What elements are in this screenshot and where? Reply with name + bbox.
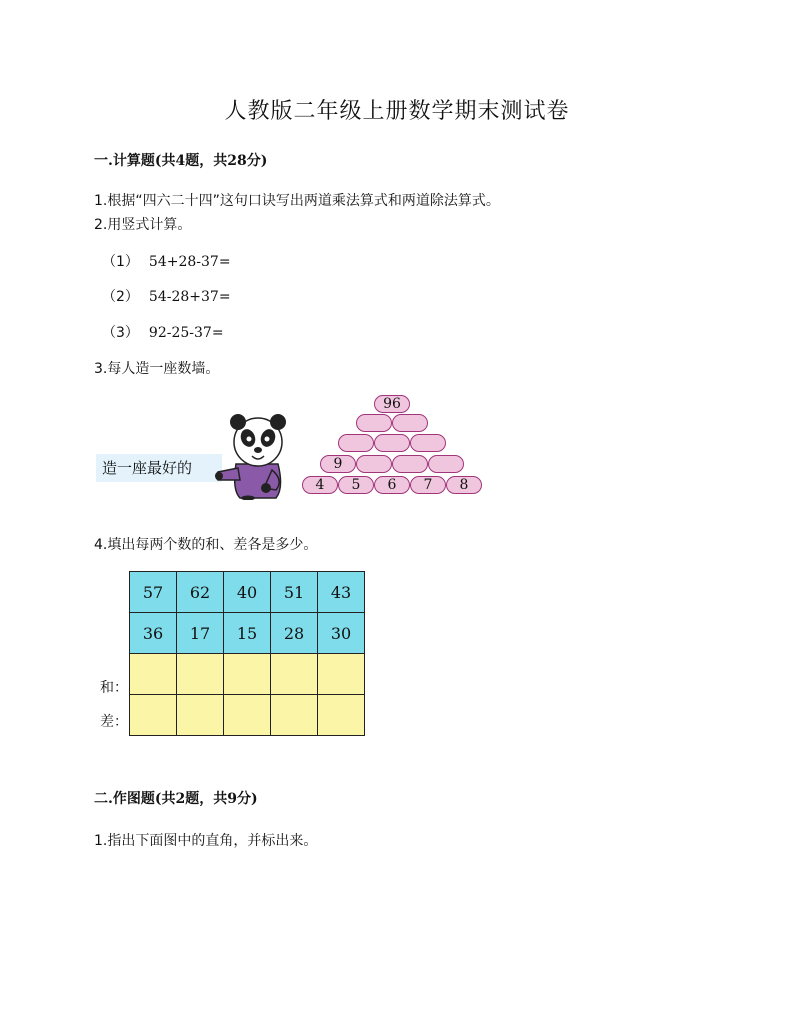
- table-cell: 36: [130, 613, 177, 654]
- wall-brick[interactable]: [428, 455, 464, 473]
- sum-answer-cell[interactable]: [224, 654, 271, 695]
- wall-brick[interactable]: [374, 434, 410, 452]
- question-3: 3.每人造一座数墙。: [94, 361, 220, 377]
- section2-question-1: 1.指出下面图中的直角，并标出来。: [94, 833, 318, 849]
- calc-item-label: （3）: [102, 325, 139, 341]
- panda-illustration: [214, 410, 300, 500]
- wall-brick[interactable]: [410, 434, 446, 452]
- wall-brick-base: 6: [374, 476, 410, 494]
- question-2: 2.用竖式计算。: [94, 217, 192, 233]
- difference-answer-cell[interactable]: [177, 695, 224, 736]
- wall-brick-base: 7: [410, 476, 446, 494]
- calc-item-label: （1）: [102, 254, 139, 270]
- wall-brick[interactable]: [338, 434, 374, 452]
- table-row: [130, 572, 365, 613]
- table-cell: 57: [130, 572, 177, 613]
- table-row-difference: [130, 695, 365, 736]
- wall-brick[interactable]: [356, 414, 392, 432]
- calc-item-2: [102, 286, 231, 306]
- wall-brick-base: 8: [446, 476, 482, 494]
- table-cell: 15: [224, 613, 271, 654]
- calc-item-expression: 54+28-37=: [148, 254, 231, 270]
- calc-item-3: [102, 322, 224, 342]
- wall-brick-base: 5: [338, 476, 374, 494]
- calc-item-expression: 54-28+37=: [148, 289, 231, 305]
- wall-brick[interactable]: 9: [320, 455, 356, 473]
- difference-answer-cell[interactable]: [271, 695, 318, 736]
- sum-answer-cell[interactable]: [177, 654, 224, 695]
- table-row: [130, 613, 365, 654]
- calc-item-label: （2）: [102, 289, 139, 305]
- table-cell: 30: [318, 613, 365, 654]
- difference-answer-cell[interactable]: [224, 695, 271, 736]
- page-title: 人教版二年级上册数学期末测试卷: [224, 99, 570, 124]
- wall-brick[interactable]: [392, 455, 428, 473]
- wall-brick-top[interactable]: 96: [374, 395, 410, 413]
- sum-difference-table: [129, 571, 365, 736]
- table-cell: 28: [271, 613, 318, 654]
- question-4: 4.填出每两个数的和、差各是多少。: [94, 537, 318, 553]
- sum-row-label: 和：: [100, 680, 128, 696]
- sum-answer-cell[interactable]: [271, 654, 318, 695]
- wall-caption: 造一座最好的: [96, 454, 222, 482]
- table-cell: 17: [177, 613, 224, 654]
- wall-brick-base: 4: [302, 476, 338, 494]
- wall-brick[interactable]: [392, 414, 428, 432]
- calc-item-1: [102, 251, 231, 271]
- difference-answer-cell[interactable]: [130, 695, 177, 736]
- sum-answer-cell[interactable]: [130, 654, 177, 695]
- difference-answer-cell[interactable]: [318, 695, 365, 736]
- wall-brick[interactable]: [356, 455, 392, 473]
- difference-row-label: 差：: [100, 714, 128, 730]
- table-cell: 51: [271, 572, 318, 613]
- question-1: 1.根据“四六二十四”这句口诀写出两道乘法算式和两道除法算式。: [94, 193, 500, 209]
- table-cell: 62: [177, 572, 224, 613]
- table-row-sum: [130, 654, 365, 695]
- sum-answer-cell[interactable]: [318, 654, 365, 695]
- table-cell: 43: [318, 572, 365, 613]
- section2-heading: 二.作图题(共2题，共9分): [94, 791, 258, 807]
- table-cell: 40: [224, 572, 271, 613]
- calc-item-expression: 92-25-37=: [148, 325, 224, 341]
- section1-heading: 一.计算题(共4题，共28分): [94, 153, 268, 169]
